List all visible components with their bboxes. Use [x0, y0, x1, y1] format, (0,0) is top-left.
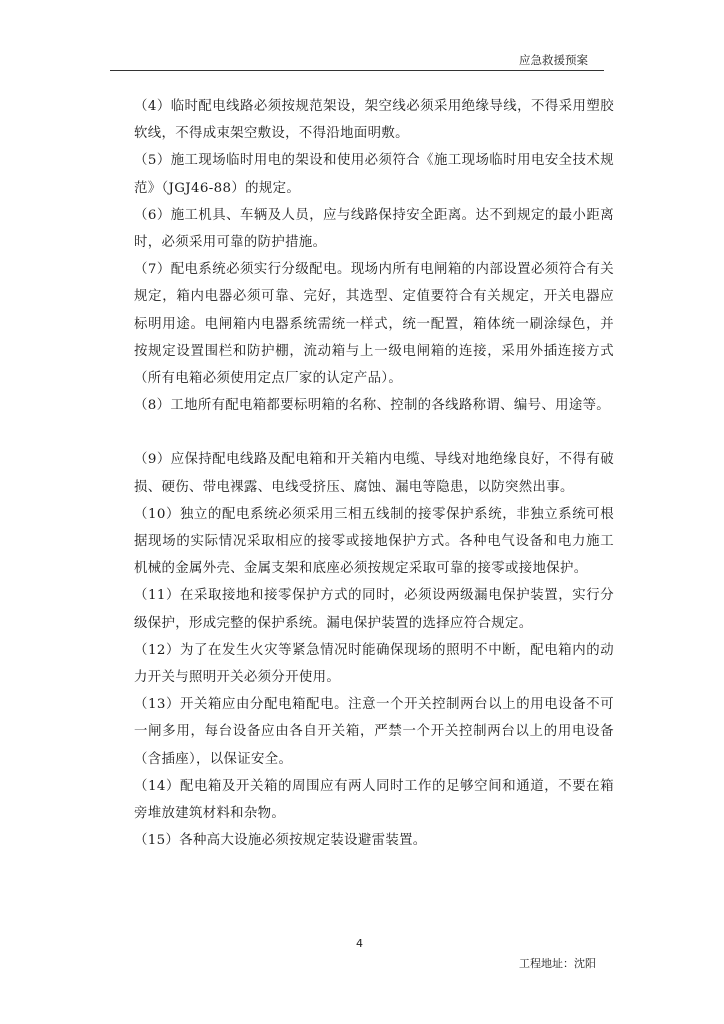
header-rule — [110, 70, 604, 71]
paragraph-9: （9）应保持配电线路及配电箱和开关箱内电缆、导线对地绝缘良好，不得有破损、硬伤、带电裸露、电线受挤压、腐蚀、漏电等隐患，以防突然出事。 — [134, 452, 614, 495]
body-text — [134, 93, 614, 854]
paragraph-11: （11）在采取接地和接零保护方式的同时，必须设两级漏电保护装置，实行分级保护，形成完整的保护系统。漏电保护装置的选择应符合规定。 — [134, 588, 614, 631]
paragraph-4: （4）临时配电线路必须按规范架设，架空线必须采用绝缘导线，不得采用塑胶软线，不得成束架空敷设，不得沿地面明敷。 — [134, 99, 614, 142]
header-title: 应急救援预案 — [519, 53, 588, 67]
paragraph-12: （12）为了在发生火灾等紧急情况时能确保现场的照明不中断，配电箱内的动力开关与照明开关必须分开使用。 — [134, 642, 614, 686]
page-number: 4 — [356, 937, 363, 950]
paragraph-13: （13）开关箱应由分配电箱配电。注意一个开关控制两台以上的用电设备不可一闸多用，每台设备应由各自开关箱，严禁一个开关控制两台以上的用电设备（含插座），以保证安全。 — [134, 697, 614, 767]
paragraph-15: （15）各种高大设施必须按规定装设避雷装置。 — [134, 833, 427, 849]
paragraph-10: （10）独立的配电系统必须采用三相五线制的接零保护系统，非独立系统可根据现场的实际情况采取相应的接零或接地保护方式。各种电气设备和电力施工机械的金属外壳、金属支架和底座必须按规定采取可靠的接零或接地保护。 — [134, 506, 614, 577]
paragraph-7: （7）配电系统必须实行分级配电。现场内所有电闸箱的内部设置必须符合有关规定，箱内电器必须可靠、完好，其选型、定值要符合有关规定，开关电器应标明用途。电闸箱内电器系统需统一样式，统一配置，箱体统一刷涂绿色，并按规定设置围栏和防护棚，流动箱与上一级电闸箱的连接，采用外插连接方式（所有电箱必须使用定点厂家的认定产品）。 — [134, 262, 614, 387]
paragraph-14: （14）配电箱及开关箱的周围应有两人同时工作的足够空间和通道，不要在箱旁堆放建筑材料和杂物。 — [134, 778, 614, 822]
paragraph-6: （6）施工机具、车辆及人员，应与线路保持安全距离。达不到规定的最小距离时，必须采用可靠的防护措施。 — [134, 207, 614, 251]
paragraph-5: （5）施工现场临时用电的架设和使用必须符合《施工现场临时用电安全技术规范》（JGJ46-88）的规定。 — [134, 153, 614, 196]
paragraph-8: （8）工地所有配电箱都要标明箱的名称、控制的各线路称谓、编号、用途等。 — [134, 398, 611, 414]
footer-address: 工程地址：沈阳 — [519, 957, 596, 970]
